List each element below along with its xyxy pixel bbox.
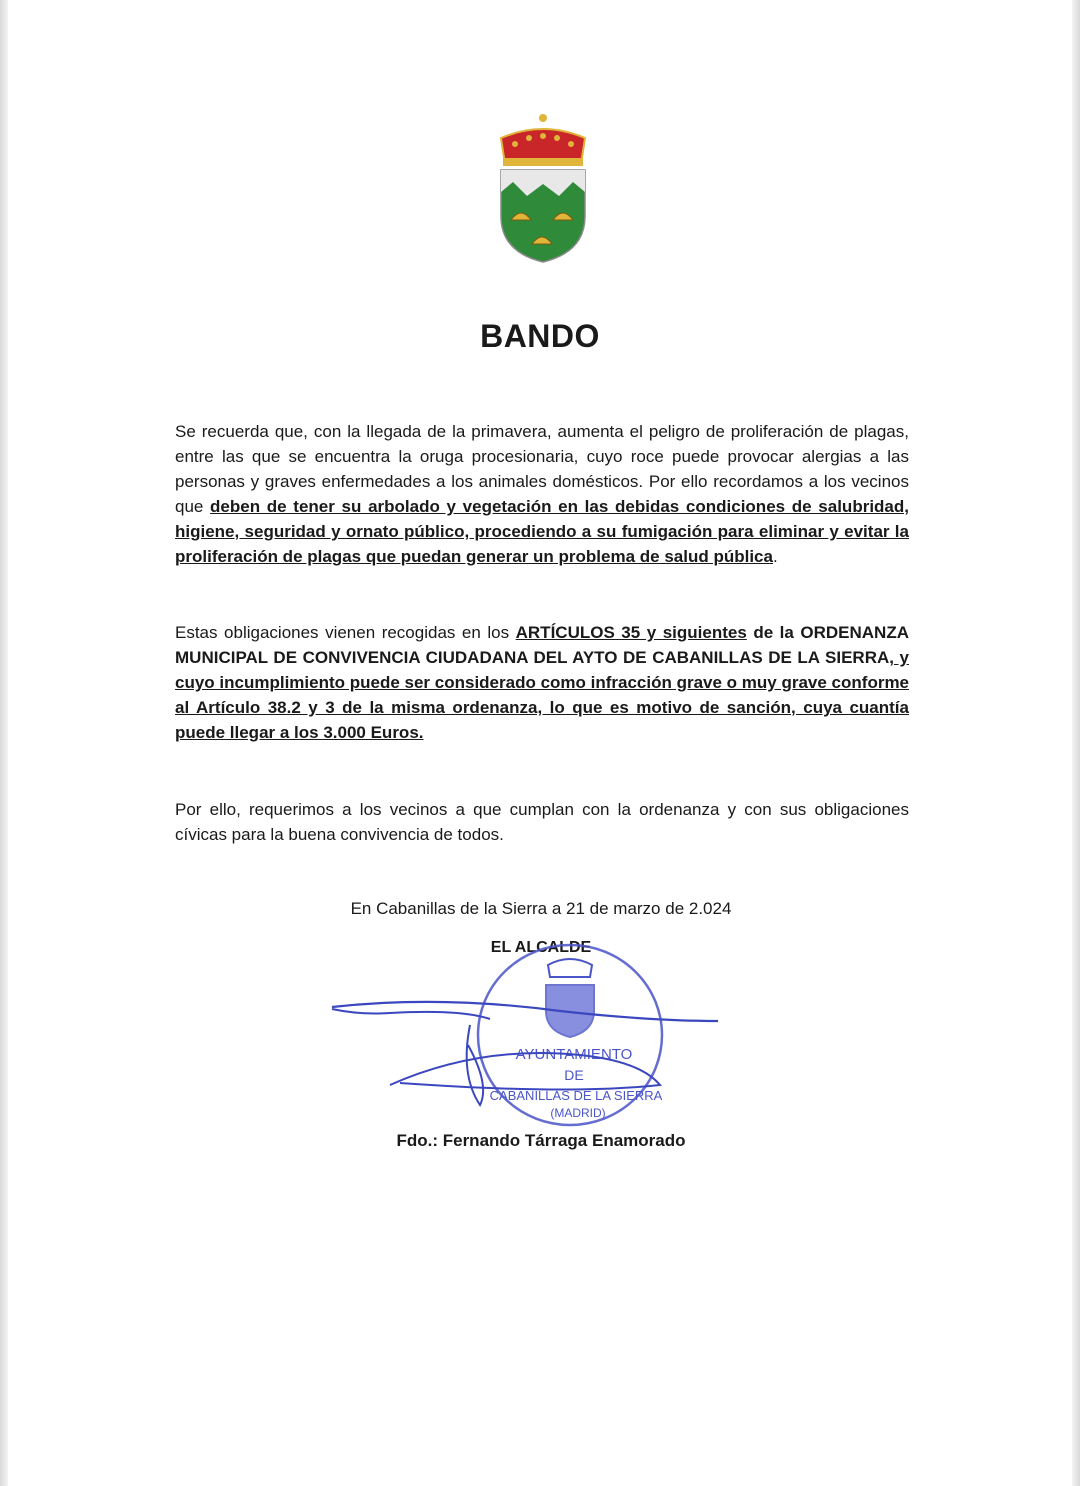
stamp-line-1: AYUNTAMIENTO bbox=[515, 1046, 633, 1063]
stamp-line-3: CABANILLAS DE LA SIERRA bbox=[489, 1088, 663, 1103]
official-stamp-and-signature bbox=[320, 935, 730, 1135]
paragraph-plague-notice bbox=[175, 419, 909, 569]
page-edge-right bbox=[1072, 0, 1080, 1486]
paragraph-connector: de la bbox=[746, 623, 801, 642]
underlined-obligation: deben de tener su arbolado y vegetación en las debidas condiciones de salubridad, higiene, seguridad y ornato público, procediendo a su fumigación para eliminar y evitar la proliferación de plagas que puedan generar un problema de salud pública bbox=[175, 497, 909, 566]
paragraph-text: Se recuerda que, con la llegada de la primavera, aumenta el peligro de proliferación de plagas, entre las que se encuentra la oruga procesionaria, cuyo roce puede provocar alergias a las personas y graves enfermedades a los animales domésticos. Por ello recordamos a los vecinos que bbox=[175, 422, 909, 516]
municipal-crest-logo bbox=[495, 112, 591, 264]
paragraph-legal-basis bbox=[175, 620, 909, 745]
stamp-line-4: (MADRID) bbox=[550, 1106, 606, 1120]
stamp-line-2: DE bbox=[564, 1067, 584, 1083]
signature-stroke bbox=[332, 1009, 490, 1019]
document-title: BANDO bbox=[480, 318, 600, 354]
page-edge-left bbox=[0, 0, 8, 1486]
signature-name: Fdo.: Fernando Tárraga Enamorado bbox=[396, 1131, 686, 1150]
sanction-text: , y cuyo incumplimiento puede ser considerado como infracción grave o muy grave conforme al Artículo 38.2 y 3 de la misma ordenanza, lo que es motivo de sanción, cuya cuantía puede llegar a los 3.000 Euros. bbox=[175, 648, 910, 742]
paragraph-request: Por ello, requerimos a los vecinos a que cumplan con la ordenanza y con sus obligaciones cívicas para la buena convivencia de todos. bbox=[175, 800, 909, 844]
date-line: En Cabanillas de la Sierra a 21 de marzo de 2.024 bbox=[350, 899, 732, 918]
signature-stroke bbox=[467, 1025, 483, 1105]
paragraph-end: . bbox=[772, 547, 778, 566]
paragraph-text: Estas obligaciones vienen recogidas en los bbox=[175, 623, 516, 642]
mayor-label: EL ALCALDE bbox=[490, 939, 592, 956]
ordinance-name: ORDENANZA MUNICIPAL DE CONVIVENCIA CIUDADANA DEL AYTO DE CABANILLAS DE LA SIERRA bbox=[175, 623, 909, 667]
articles-reference: ARTÍCULOS 35 y siguientes bbox=[515, 623, 747, 642]
